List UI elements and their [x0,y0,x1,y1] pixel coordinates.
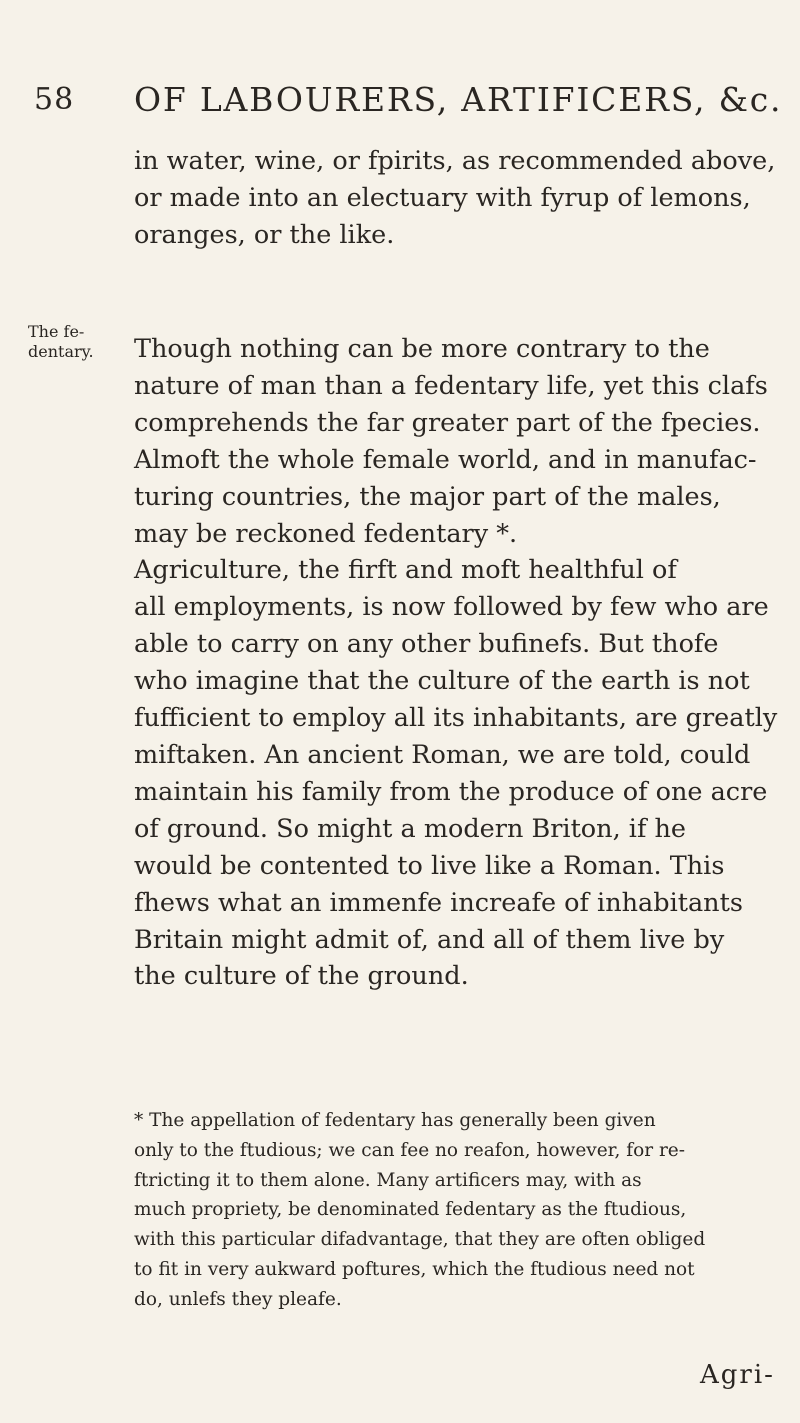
text-line: would be contented to live like a Roman. This [134,850,725,881]
marginal-note-line: The fe- [28,322,85,341]
text-line: miftaken. An ancient Roman, we are told, could [134,739,751,770]
footnote-line: * The appellation of fedentary has generally been given [134,1110,656,1131]
footnote-line: much propriety, be denominated fedentary as the ftudious, [134,1199,687,1221]
text-line: Though nothing can be more contrary to the [134,334,710,364]
text-line: nature of man than a fedentary life, yet this clafs [134,370,768,401]
text-line: Britain might admit of, and all of them live by [134,924,725,955]
text-line: in water, wine, or fpirits, as recommended above, [134,146,776,176]
continuation-paragraph [134,143,774,254]
text-line: oranges, or the like. [134,219,395,250]
text-line: fufficient to employ all its inhabitants, are greatly [134,703,778,734]
text-line: able to carry on any other bufinefs. But thofe [134,629,719,660]
text-line: maintain his family from the produce of one acre [134,776,768,807]
footnote-line: do, unlefs they pleafe. [134,1288,342,1310]
footnote-line: to fit in very aukward poftures, which the ftudious need not [134,1258,695,1280]
text-line: the culture of the ground. [134,961,469,992]
page-number: 58 [34,82,75,117]
text-line: or made into an electuary with fyrup of lemons, [134,182,751,213]
text-line: of ground. So might a modern Briton, if he [134,813,687,844]
text-line: Agriculture, the firft and moft healthful of [134,555,677,586]
text-line: all employments, is now followed by few who are [134,592,769,623]
catchword: Agri- [700,1360,775,1390]
text-line: comprehends the far greater part of the fpecies. [134,407,761,438]
footnote-line: ftricting it to them alone. Many artificers may, with as [134,1169,642,1191]
text-line: turing countries, the major part of the males, [134,481,721,512]
marginal-note [28,322,108,362]
text-line: who imagine that the culture of the earth is not [134,666,750,697]
footnote-line: with this particular difadvantage, that they are often obliged [134,1229,706,1251]
text-line: fhews what an immenfe increafe of inhabitants [134,887,743,918]
text-line: Almoft the whole female world, and in manufac- [134,444,757,475]
main-text [134,331,778,995]
marginal-note-line: dentary. [28,342,94,361]
text-line: may be reckoned fedentary *. [134,518,518,549]
footnote [134,1106,774,1315]
footnote-line: only to the ftudious; we can fee no reafon, however, for re- [134,1139,685,1161]
running-head: OF LABOURERS, ARTIFICERS, &c. [134,80,783,119]
